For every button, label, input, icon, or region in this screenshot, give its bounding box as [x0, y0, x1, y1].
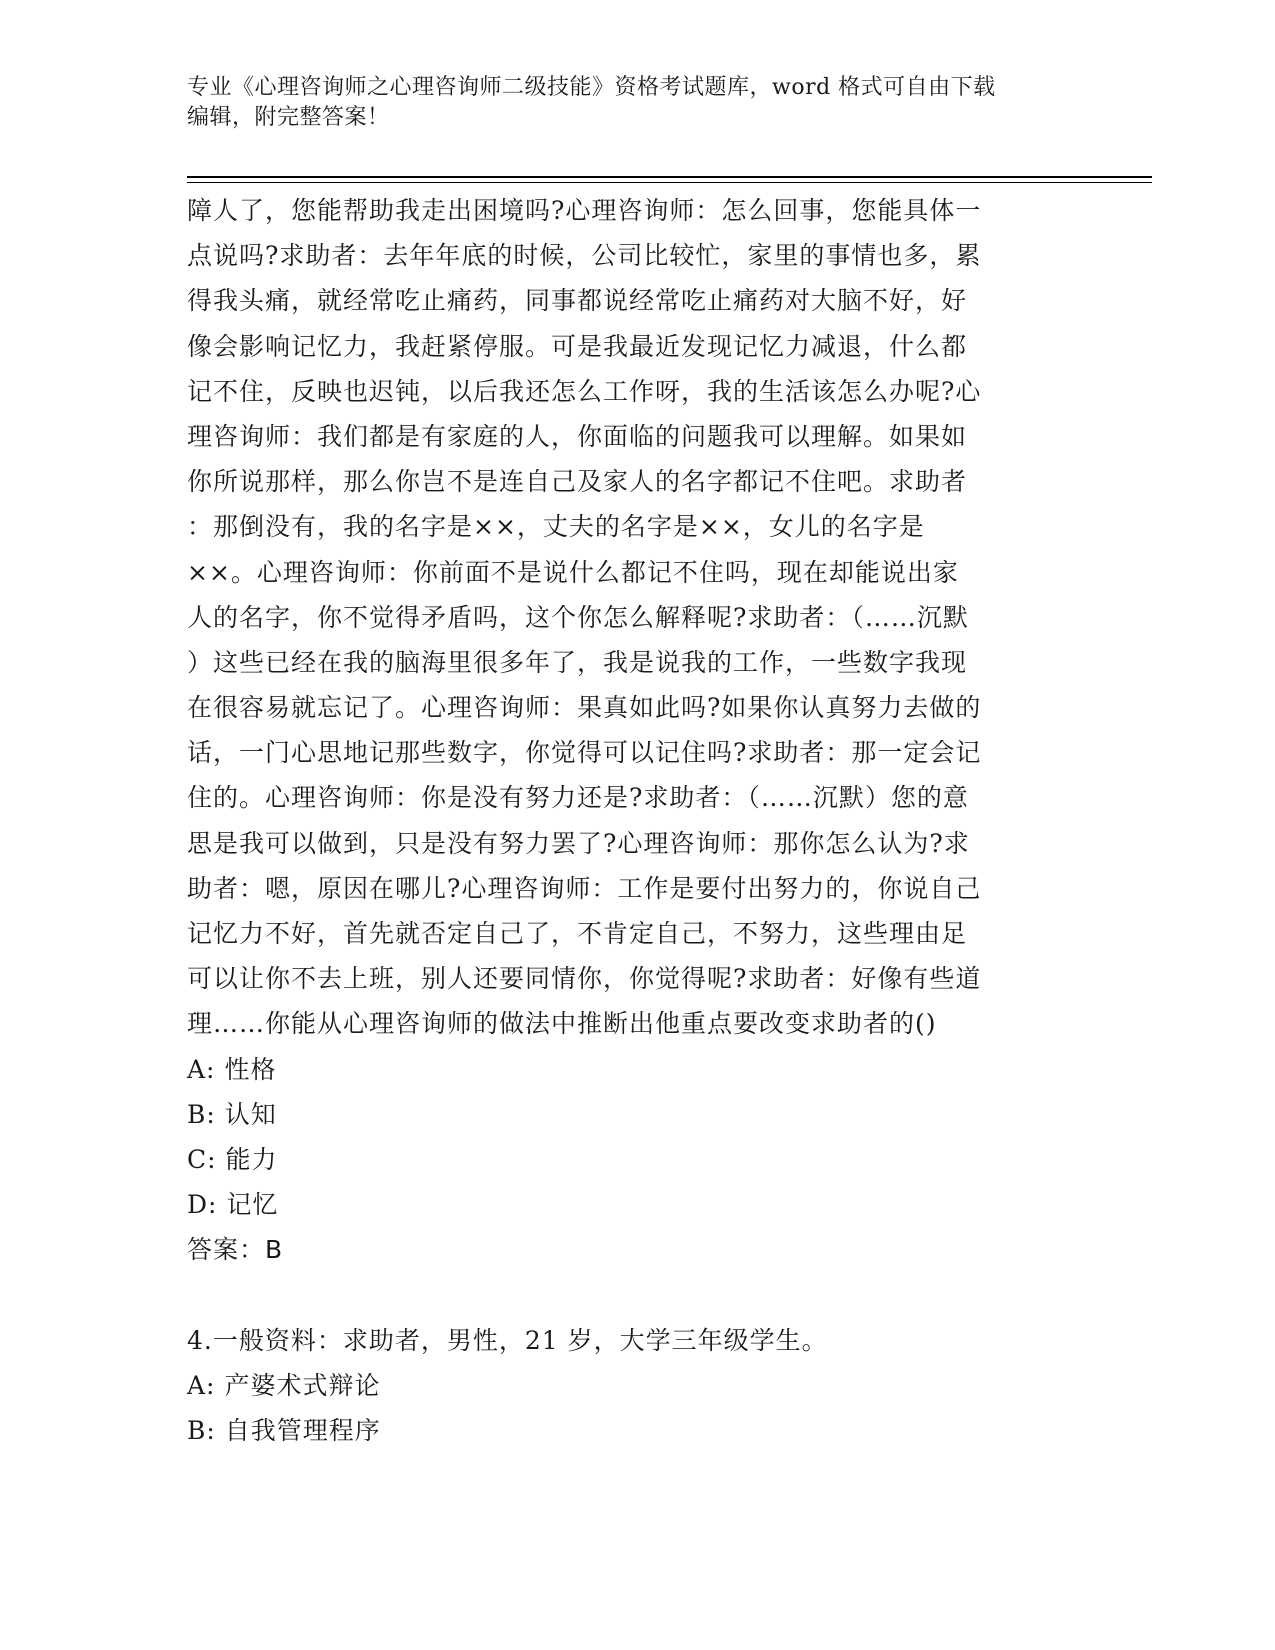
option-label: B:	[187, 1416, 216, 1446]
option-label: C:	[187, 1144, 217, 1174]
question-stem: 4.一般资料：求助者，男性，21 岁，大学三年级学生。	[187, 1325, 828, 1355]
question-text-line: 在很容易就忘记了。心理咨询师：果真如此吗?如果你认真努力去做的	[187, 693, 982, 723]
option-text: 能力	[225, 1144, 278, 1174]
option-b	[187, 1092, 1057, 1137]
header-divider-thick	[187, 176, 1152, 178]
header-title-line-2: 编辑，附完整答案！	[187, 105, 390, 130]
question-text-line: 障人了，您能帮助我走出困境吗?心理咨询师：怎么回事，您能具体一	[187, 196, 982, 225]
header-title-line-1: 专业《心理咨询师之心理咨询师二级技能》资格考试题库，word 格式可自由下载	[187, 75, 996, 100]
option-text: 性格	[224, 1054, 277, 1084]
document-body	[187, 188, 1057, 1453]
question-text-line: ××。心理咨询师：你前面不是说什么都记不住吗，现在却能说出家	[187, 557, 959, 587]
question-text-line: 助者：嗯，原因在哪儿?心理咨询师：工作是要付出努力的，你说自己	[187, 873, 982, 903]
option-text: 自我管理程序	[224, 1416, 381, 1446]
option-label: A:	[187, 1370, 216, 1400]
question-text-line: 记忆力不好，首先就否定自己了，不肯定自己，不努力，这些理由足	[187, 919, 968, 948]
question-text-line: 可以让你不去上班，别人还要同情你，你觉得呢?求助者：好像有些道	[187, 964, 982, 994]
question-text-line: 住的。心理咨询师：你是没有努力还是?求助者：（……沉默）您的意	[187, 783, 969, 813]
question-text-line: 记不住，反映也迟钝，以后我还怎么工作呀，我的生活该怎么办呢?心	[187, 376, 982, 406]
option-text: 记忆	[226, 1190, 279, 1220]
question-text-line: 思是我可以做到，只是没有努力罢了?心理咨询师：那你怎么认为?求	[187, 828, 970, 858]
question-text-line: 理……你能从心理咨询师的做法中推断出他重点要改变求助者的()	[187, 1009, 937, 1039]
question-text-line: ）这些已经在我的脑海里很多年了，我是说我的工作，一些数字我现	[187, 647, 968, 677]
question-text-line: 像会影响记忆力，我赶紧停服。可是我最近发现记忆力减退，什么都	[187, 331, 968, 361]
option-d	[187, 1182, 1057, 1227]
option-label: B:	[187, 1099, 216, 1129]
question-spacer	[187, 1273, 1057, 1318]
question-4	[187, 1318, 1057, 1454]
answer-line: 答案：B	[187, 1235, 284, 1265]
document-header	[187, 73, 1067, 133]
option-text: 产婆术式辩论	[224, 1370, 381, 1400]
question-text-line: 你所说那样，那么你岂不是连自己及家人的名字都记不住吧。求助者	[187, 467, 968, 497]
header-divider-thin	[187, 182, 1152, 183]
option-a	[187, 1047, 1057, 1092]
question-text-line: 得我头痛，就经常吃止痛药，同事都说经常吃止痛药对大脑不好，好	[187, 286, 968, 316]
question-text-line: 点说吗?求助者：去年年底的时候，公司比较忙，家里的事情也多，累	[187, 241, 982, 271]
question-text-line: 人的名字，你不觉得矛盾吗，这个你怎么解释呢?求助者：（……沉默	[187, 602, 969, 632]
option-b	[187, 1408, 1057, 1453]
option-label: A:	[187, 1054, 216, 1084]
question-3	[187, 188, 1057, 1273]
option-c	[187, 1137, 1057, 1182]
option-label: D:	[187, 1190, 218, 1220]
question-text-line: 话，一门心思地记那些数字，你觉得可以记住吗?求助者：那一定会记	[187, 738, 982, 768]
question-text-line: 理咨询师：我们都是有家庭的人，你面临的问题我可以理解。如果如	[187, 421, 968, 451]
option-text: 认知	[224, 1099, 277, 1129]
option-a	[187, 1363, 1057, 1408]
question-text-line: ：那倒没有，我的名字是××，丈夫的名字是××，女儿的名字是	[187, 512, 925, 542]
